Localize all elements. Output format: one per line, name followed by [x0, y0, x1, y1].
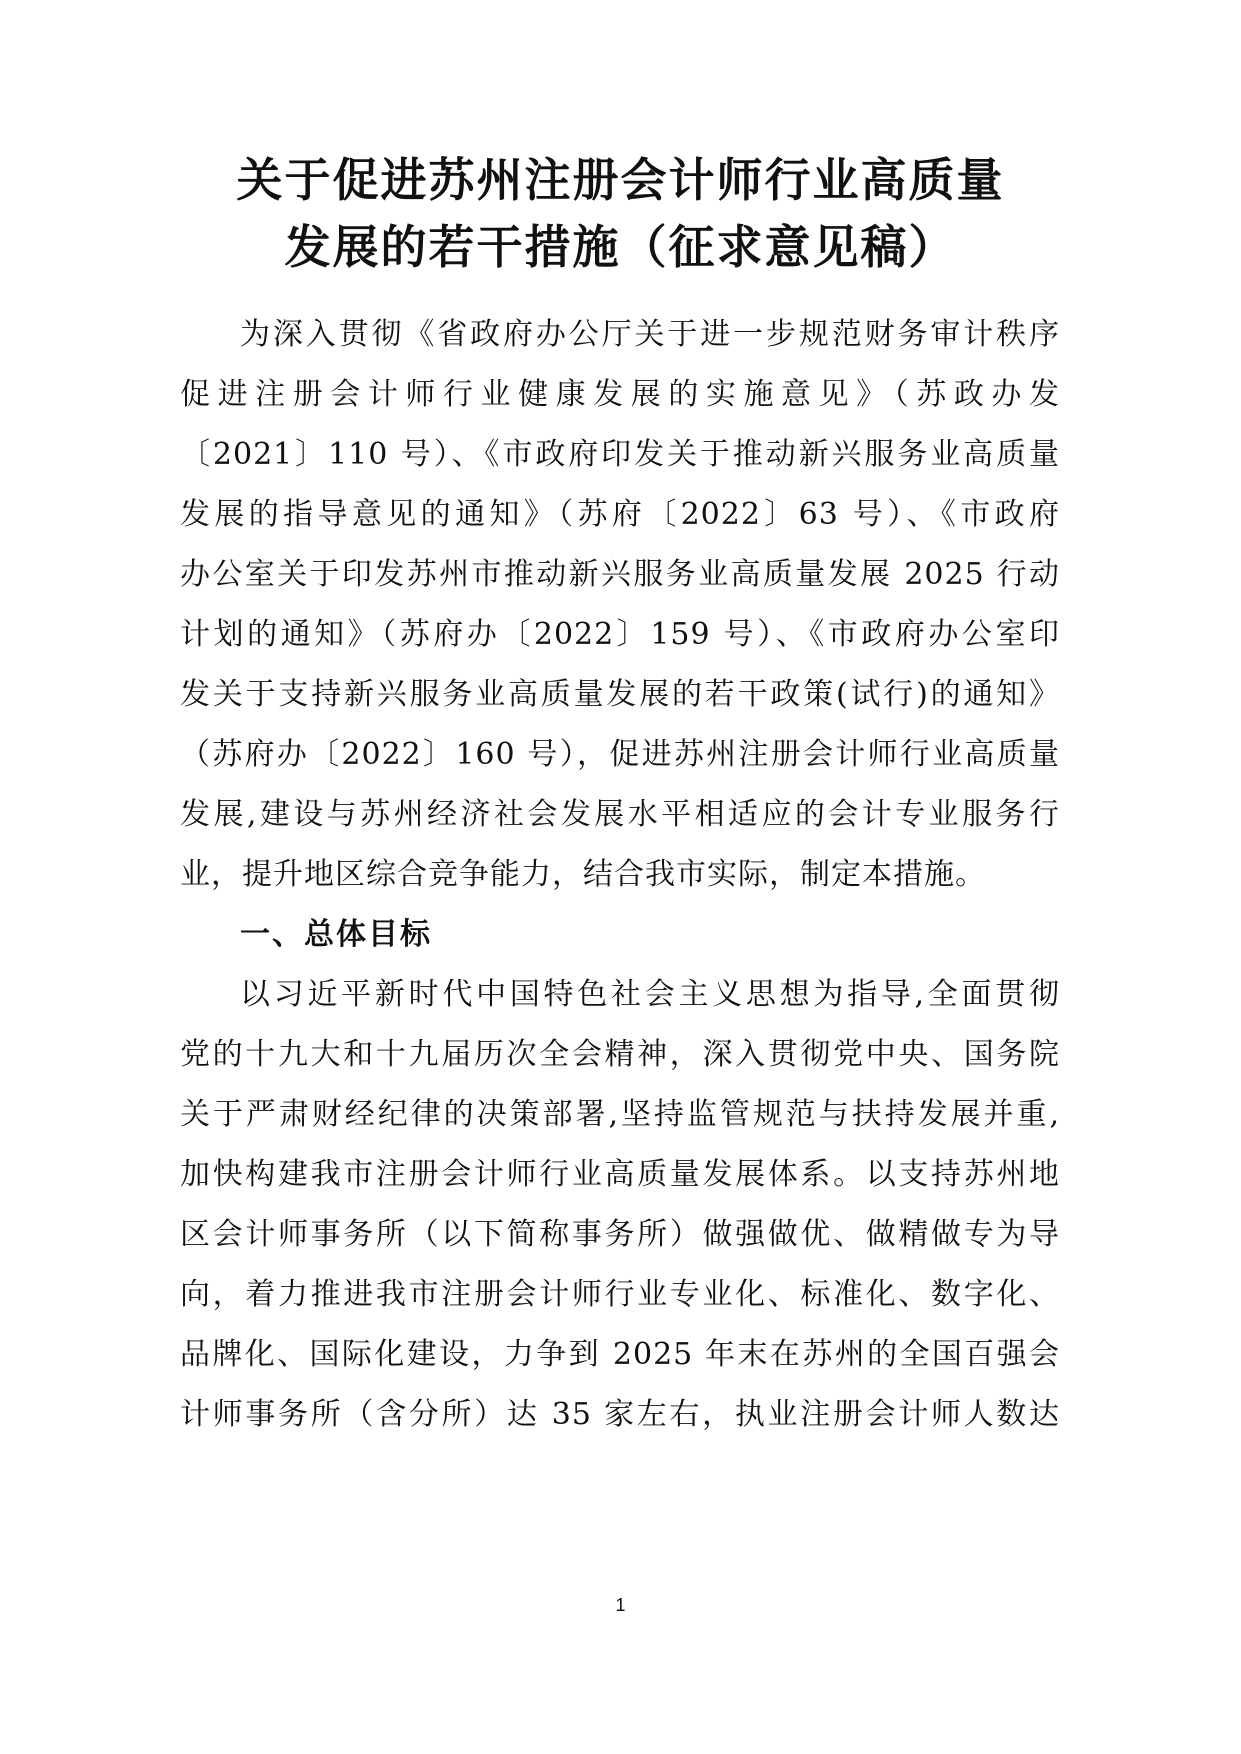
- paragraph-line: 促进注册会计师行业健康发展的实施意见》（苏政办发: [180, 377, 1060, 412]
- paragraph-line: （苏府办〔2022〕160 号），促进苏州注册会计师行业高质量: [180, 737, 1060, 772]
- paragraph-line: 发关于支持新兴服务业高质量发展的若干政策(试行)的通知》: [180, 677, 1060, 712]
- page-number: 1: [615, 1595, 626, 1615]
- paragraph-line: 加快构建我市注册会计师行业高质量发展体系。以支持苏州地: [180, 1157, 1060, 1192]
- paragraph-line: 〔2021〕110 号）、《市政府印发关于推动新兴服务业高质量: [180, 437, 1060, 472]
- paragraph-line: 区会计师事务所（以下简称事务所）做强做优、做精做专为导: [180, 1217, 1060, 1252]
- paragraph-line: 以习近平新时代中国特色社会主义思想为指导,全面贯彻: [240, 977, 1060, 1012]
- paragraph-line: 计划的通知》（苏府办〔2022〕159 号）、《市政府办公室印: [180, 617, 1060, 652]
- paragraph-line: 计师事务所（含分所）达 35 家左右，执业注册会计师人数达: [180, 1397, 1060, 1432]
- paragraph-line: 向，着力推进我市注册会计师行业专业化、标准化、数字化、: [180, 1277, 1060, 1312]
- paragraph-line: 发展,建设与苏州经济社会发展水平相适应的会计专业服务行: [180, 797, 1060, 832]
- paragraph-line: 品牌化、国际化建设，力争到 2025 年末在苏州的全国百强会: [180, 1337, 1060, 1372]
- paragraph-line: 发展的指导意见的通知》（苏府〔2022〕63 号）、《市政府: [180, 497, 1060, 532]
- paragraph-line: 党的十九大和十九届历次全会精神，深入贯彻党中央、国务院: [180, 1037, 1060, 1072]
- document-title-line-1: 关于促进苏州注册会计师行业高质量: [236, 153, 1005, 207]
- paragraph-line: 为深入贯彻《省政府办公厅关于进一步规范财务审计秩序: [240, 317, 1060, 352]
- paragraph-line: 业，提升地区综合竞争能力，结合我市实际，制定本措施。: [180, 857, 986, 892]
- document-title-line-2: 发展的若干措施（征求意见稿）: [284, 220, 957, 274]
- paragraph-line: 办公室关于印发苏州市推动新兴服务业高质量发展 2025 行动: [180, 557, 1060, 592]
- section-heading: 一、总体目标: [240, 917, 432, 952]
- paragraph-line: 关于严肃财经纪律的决策部署,坚持监管规范与扶持发展并重,: [180, 1097, 1060, 1132]
